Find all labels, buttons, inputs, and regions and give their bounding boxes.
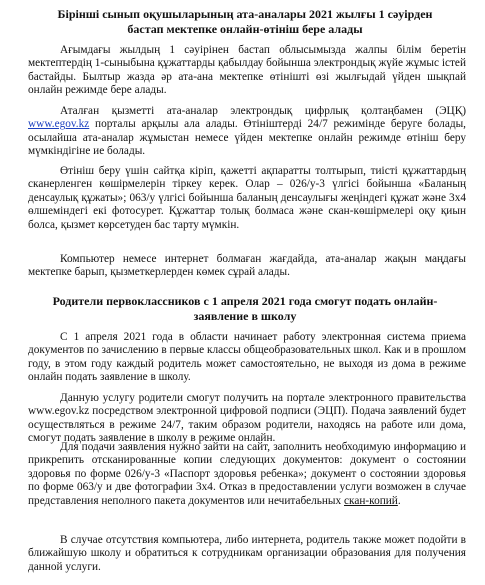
russian-paragraph-3	[28, 441, 466, 508]
russian-paragraph-4: В случае отсутствия компьютера, либо интернета, родитель также может подойти в ближайшую школу и обратиться к сотрудникам организации образования для получения данной услуги.	[28, 534, 466, 573]
kazakh-title: Бірінші сынып оқушыларының ата-аналары 2021 жылғы 1 сәуірден бастап мектепке онлайн-өтініш бере алады	[57, 7, 433, 36]
russian-paragraph-1: С 1 апреля 2021 года в области начинает работу электронная система приема документов по зачислению в первые классы общеобразовательных школ. Как и в прошлом году, в этом году каждый родитель может самостоятельно, не выходя из дома в режиме онлайн подать заявление в школу.	[28, 331, 466, 384]
kazakh-paragraph-2-text-start: Аталған қызметті ата-аналар электрондық цифрлық қолтаңбамен (ЭЦҚ)	[60, 105, 466, 117]
kazakh-paragraph-2	[28, 105, 466, 159]
scan-copies-underlined: скан-копий	[344, 494, 398, 507]
kazakh-paragraph-4: Компьютер немесе интернет болмаған жағдайда, ата-аналар жақын маңдағы мектепке барып, қызметкерлерден көмек сұрай алады.	[28, 253, 466, 279]
egov-link[interactable]: www.egov.kz	[28, 118, 90, 131]
russian-paragraph-3-text-end: .	[397, 494, 401, 507]
russian-title: Родители первоклассников с 1 апреля 2021 года смогут подать онлайн-заявление в школу	[52, 294, 438, 323]
kazakh-paragraph-1: Ағымдағы жылдың 1 сәуірінен бастап облысымызда жалпы білім беретін мектептердің 1-сыныбына құжаттарды қабылдау бойынша электрондық жүйе жұмыс істей бастайды. Былтыр жазда әр ата-ана мектепке өтінішті өзі жылғыдай үйден шықпай онлайн режимде бере алады.	[28, 44, 466, 97]
kazakh-paragraph-2-text-end: порталы арқылы ала алады. Өтініштерді 24/7 режимінде беруге болады, осылайша ата-аналар жұмыстан немесе үйден мектепке онлайн режимде өтініш беру мүмкіндігіне ие болады.	[28, 118, 466, 158]
russian-paragraph-2: Данную услугу родители смогут получить на портале электронного правительства www.egov.kz посредством электронной цифровой подписи (ЭЦП). Подача заявлений будет осуществляться в режиме 24/7, таким образом родители, находясь на работе или дома, смогут подать заявление в школу в режиме онлайн.	[28, 392, 466, 445]
kazakh-paragraph-3: Өтініш беру үшін сайтқа кіріп, қажетті ақпаратты толтырып, тиісті құжаттардың сканерленген көшірмелерін тіркеу керек. Олар – 026/у-3 үлгісі бойынша «Баланың денсаулық құжаты»; 063/у үлгісі бойынша баланың денсаулығы жеңіндегі құжат және 3х4 өлшеміндегі екі фотосурет. Құжаттар толық болмаса және скан-көшірмелері оқу қиын болса, қызмет көрсетуден бас тарту мүмкін.	[28, 165, 466, 231]
russian-paragraph-3-text-start: Для подачи заявления нужно зайти на сайт, заполнить необходимую информацию и прикрепить отсканированные копии следующих документов: документ о состоянии здоровья по форме 026/у-3 «Паспорт здоровья ребенка»; документ о состоянии здоровья по форме 063/у и две фотографии 3х4. Отказ в предоставлении услуги возможен в случае представления неполного пакета документов или нечитабельных	[28, 441, 466, 507]
